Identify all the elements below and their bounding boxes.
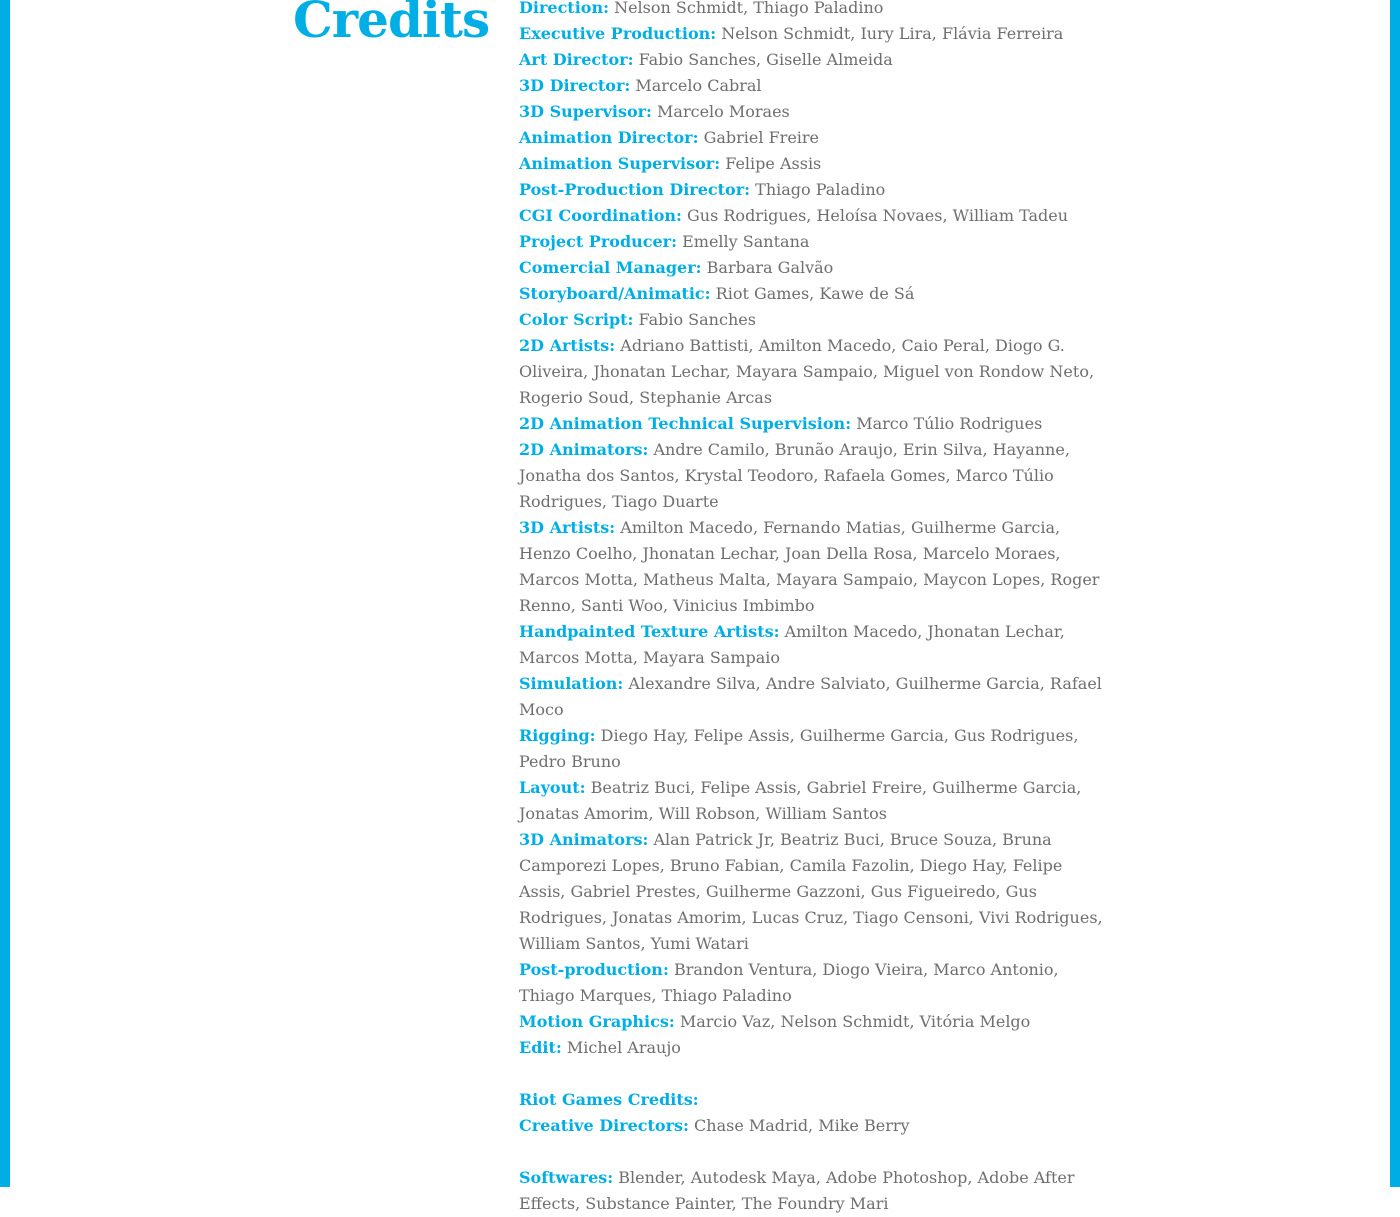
credit-entry — [519, 203, 1109, 229]
credit-entry — [519, 73, 1109, 99]
credits-list — [519, 0, 1109, 1217]
credit-names: Felipe Assis — [725, 154, 822, 173]
credit-role: Handpainted Texture Artists: — [519, 622, 780, 641]
credit-names: Adriano Battisti, Amilton Macedo, Caio Peral, Diogo G. Oliveira, Jhonatan Lechar, Mayara Sampaio, Miguel von Rondow Neto, Rogerio Soud, Stephanie Arcas — [519, 336, 1095, 407]
left-accent-bar — [0, 0, 10, 1187]
right-accent-bar — [1390, 0, 1400, 1187]
credit-entry — [519, 515, 1109, 619]
credit-names: Gabriel Freire — [703, 128, 820, 147]
riot-credits-heading-label: Riot Games Credits: — [519, 1090, 699, 1109]
credit-role: 2D Artists: — [519, 336, 616, 355]
credit-entry — [519, 723, 1109, 775]
credit-names: Marco Túlio Rodrigues — [856, 414, 1043, 433]
credit-entry — [519, 957, 1109, 1009]
credit-entry — [519, 619, 1109, 671]
riot-credits-heading — [519, 1087, 1109, 1113]
credit-names: Beatriz Buci, Felipe Assis, Gabriel Freire, Guilherme Garcia, Jonatas Amorim, Will Robson, William Santos — [519, 778, 1082, 823]
credit-role: Layout: — [519, 778, 586, 797]
credit-entry — [519, 229, 1109, 255]
credit-entry — [519, 99, 1109, 125]
credit-names: Michel Araujo — [566, 1038, 681, 1057]
section-spacer — [519, 1061, 1109, 1087]
credit-role: Animation Supervisor: — [519, 154, 721, 173]
credit-role: Color Script: — [519, 310, 634, 329]
credit-names: Blender, Autodesk Maya, Adobe Photoshop, Adobe After Effects, Substance Painter, The Foundry Mari — [519, 1168, 1075, 1213]
credit-entry — [519, 671, 1109, 723]
credit-names: Brandon Ventura, Diogo Vieira, Marco Antonio, Thiago Marques, Thiago Paladino — [519, 960, 1059, 1005]
credit-names: Nelson Schmidt, Iury Lira, Flávia Ferreira — [721, 24, 1064, 43]
credit-names: Emelly Santana — [682, 232, 810, 251]
riot-credits-section — [519, 1113, 1109, 1139]
credit-role: 3D Animators: — [519, 830, 649, 849]
credit-entry — [519, 1035, 1109, 1061]
credit-entry — [519, 151, 1109, 177]
credit-names: Alan Patrick Jr, Beatriz Buci, Bruce Souza, Bruna Camporezi Lopes, Bruno Fabian, Camila Fazolin, Diego Hay, Felipe Assis, Gabriel Prestes, Guilherme Gazzoni, Gus Figueiredo, Gus Rodrigues, Jonatas Amorim, Lucas Cruz, Tiago Censoni, Vivi Rodrigues, William Santos, Yumi Watari — [519, 830, 1103, 953]
credit-entry — [519, 1113, 1109, 1139]
credit-names: Chase Madrid, Mike Berry — [694, 1116, 910, 1135]
credit-role: 3D Director: — [519, 76, 631, 95]
credit-names: Andre Camilo, Brunão Araujo, Erin Silva, Hayanne, Jonatha dos Santos, Krystal Teodoro, Rafaela Gomes, Marco Túlio Rodrigues, Tiago Duarte — [519, 440, 1070, 511]
credit-names: Alexandre Silva, Andre Salviato, Guilherme Garcia, Rafael Moco — [519, 674, 1102, 719]
credit-entry — [519, 333, 1109, 411]
credit-role: 2D Animation Technical Supervision: — [519, 414, 852, 433]
credit-entry — [519, 255, 1109, 281]
credit-names: Marcelo Moraes — [657, 102, 790, 121]
credit-names: Marcelo Cabral — [635, 76, 762, 95]
credit-role: Simulation: — [519, 674, 624, 693]
credit-entry — [519, 177, 1109, 203]
credit-names: Riot Games, Kawe de Sá — [715, 284, 915, 303]
credit-entry — [519, 21, 1109, 47]
credit-role: Executive Production: — [519, 24, 717, 43]
credit-role: Comercial Manager: — [519, 258, 702, 277]
credit-role: 3D Supervisor: — [519, 102, 652, 121]
credit-entry — [519, 827, 1109, 957]
software-credit — [519, 1165, 1109, 1217]
credit-names: Gus Rodrigues, Heloísa Novaes, William Tadeu — [687, 206, 1069, 225]
credit-names: Nelson Schmidt, Thiago Paladino — [614, 0, 884, 17]
credit-role: Post-production: — [519, 960, 669, 979]
credit-role: Animation Director: — [519, 128, 699, 147]
credit-role: Rigging: — [519, 726, 596, 745]
credit-role: Project Producer: — [519, 232, 678, 251]
credit-role: Creative Directors: — [519, 1116, 689, 1135]
credit-names: Fabio Sanches, Giselle Almeida — [638, 50, 893, 69]
credit-role: Edit: — [519, 1038, 562, 1057]
credit-role: 2D Animators: — [519, 440, 649, 459]
credit-entry — [519, 411, 1109, 437]
credit-role: 3D Artists: — [519, 518, 616, 537]
credit-names: Marcio Vaz, Nelson Schmidt, Vitória Melgo — [679, 1012, 1031, 1031]
credit-names: Fabio Sanches — [638, 310, 756, 329]
credit-role: CGI Coordination: — [519, 206, 682, 225]
credit-entry — [519, 47, 1109, 73]
credit-entry — [519, 307, 1109, 333]
credit-names: Barbara Galvão — [706, 258, 834, 277]
credit-role: Art Director: — [519, 50, 634, 69]
credit-entry — [519, 281, 1109, 307]
credit-role: Direction: — [519, 0, 609, 17]
credit-entry — [519, 775, 1109, 827]
credit-names: Amilton Macedo, Jhonatan Lechar, Marcos Motta, Mayara Sampaio — [519, 622, 1065, 667]
credit-names: Thiago Paladino — [755, 180, 886, 199]
credit-role: Motion Graphics: — [519, 1012, 675, 1031]
credit-role: Storyboard/Animatic: — [519, 284, 711, 303]
credit-role: Post-Production Director: — [519, 180, 751, 199]
credit-names: Amilton Macedo, Fernando Matias, Guilherme Garcia, Henzo Coelho, Jhonatan Lechar, Joan Della Rosa, Marcelo Moraes, Marcos Motta, Matheus Malta, Mayara Sampaio, Maycon Lopes, Roger Renno, Santi Woo, Vinicius Imbimbo — [519, 518, 1100, 615]
credit-entry — [519, 437, 1109, 515]
credit-entry — [519, 125, 1109, 151]
credit-entry — [519, 0, 1109, 21]
page-title: Credits — [293, 0, 490, 49]
credit-entry — [519, 1009, 1109, 1035]
credit-names: Diego Hay, Felipe Assis, Guilherme Garcia, Gus Rodrigues, Pedro Bruno — [519, 726, 1079, 771]
credit-role: Softwares: — [519, 1168, 614, 1187]
section-spacer — [519, 1139, 1109, 1165]
studio-credits-section — [519, 0, 1109, 1061]
